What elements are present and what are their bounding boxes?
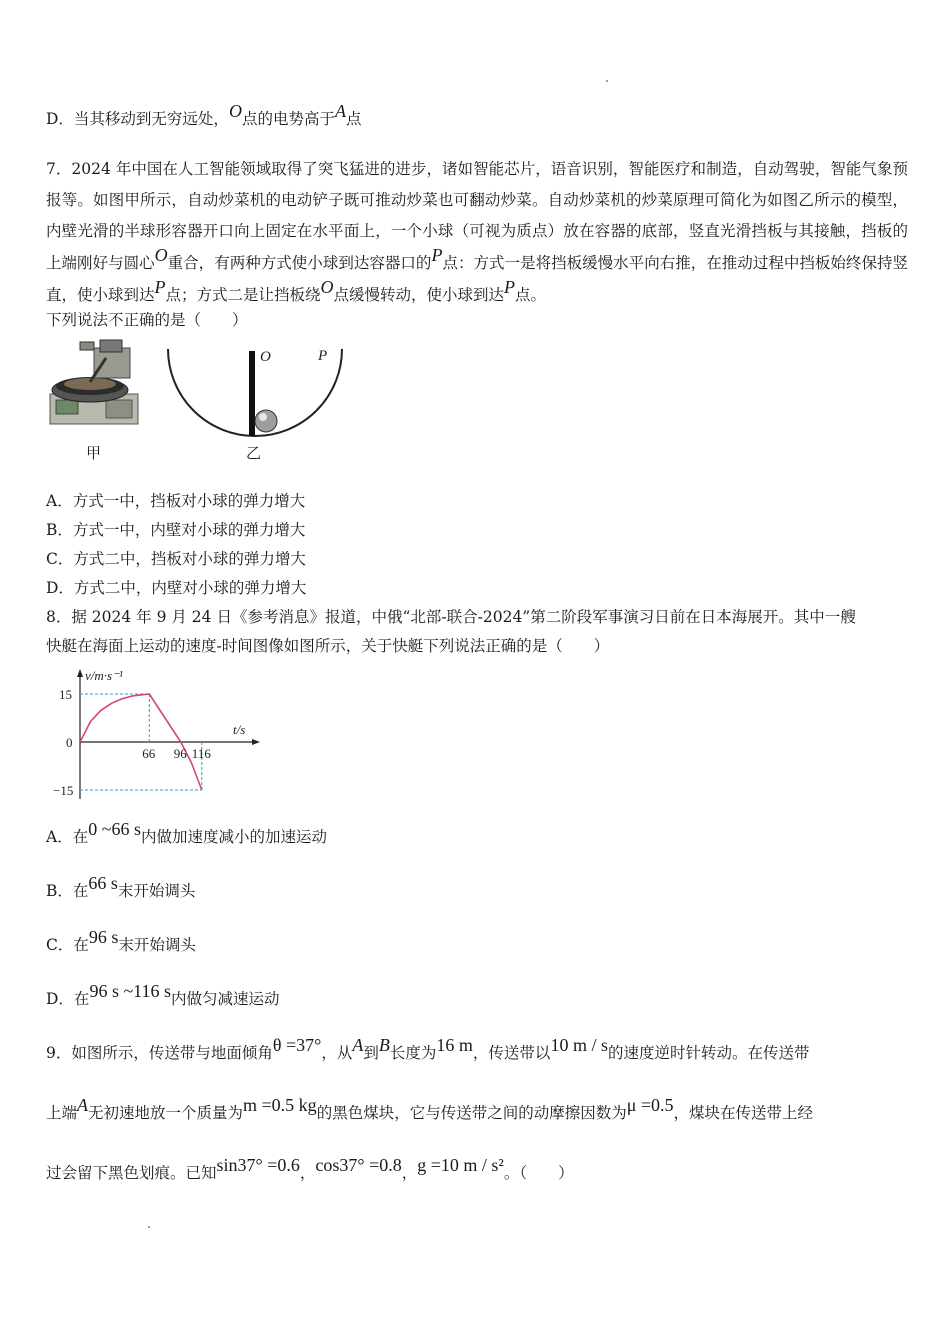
q8-stem-line2: 快艇在海面上运动的速度-时间图像如图所示，关于快艇下列说法正确的是（ ） [46,637,610,655]
q7-option-b: B．方式一中，内壁对小球的弹力增大 [46,521,306,539]
q7-stem: 7．2024 年中国在人工智能领域取得了突飞猛进的进步，诸如智能芯片，语音识别，智能医疗和制造，自动驾驶，智能气象预报等。如图甲所示，自动炒菜机的电动铲子既可推动炒菜也可翻动炒菜。自动炒菜机的炒菜原理可简化为如图乙所示的模型，内壁光滑的半球形容器开口向上固定在水平面上，一个小球（可视为质点）放在容器的底部，竖直光滑挡板与其接触，挡板的上端刚好与圆心O重合，有两种方式使小球到达容器口的P点：方式一是将挡板缓慢水平向右推，在推动过程中挡板始终保持竖直，使小球到达P点；方式二是让挡板绕O点缓慢转动，使小球到达P点。 [46,160,908,304]
q8-stem-line1: 8．据 2024 年 9 月 24 日《参考消息》报道，中俄“北部-联合-2024”第二阶段军事演习日前在日本海展开。其中一艘 [46,608,856,626]
x-tick-label: 96 [173,746,187,761]
y-tick-label: −15 [53,783,74,798]
velocity-time-chart [40,664,270,804]
chart-x-label: t/s [233,722,246,737]
chart-y-arrow [77,669,83,677]
q7-option-a: A．方式一中，挡板对小球的弹力增大 [46,492,306,510]
q9-line2: 上端A无初速地放一个质量为m =0.5 kg的黑色煤块，它与传送带之间的动摩擦因数为μ =0.5，煤块在传送带上经 [46,1095,814,1122]
q6-option-d: D．当其移动到无穷远处，O点的电势高于A点 [46,101,362,128]
q8-option-b: B．在66 s末开始调头 [46,873,196,900]
scan-speck [148,1226,150,1228]
x-tick-label: 116 [191,746,211,761]
fig-label-jia: 甲 [86,444,102,462]
chart-y-label: v/m·s⁻¹ [85,668,123,683]
q7-question: 下列说法不正确的是（ ） [46,311,248,329]
cooking-machine-figure [46,338,141,430]
q7-option-d: D．方式二中，内壁对小球的弹力增大 [46,579,307,597]
fig-label-o: O [260,349,271,365]
chart-origin-label: 0 [66,735,73,750]
fig-label-p: P [318,348,328,364]
scan-speck [606,80,608,82]
q9-line3: 过会留下黑色划痕。已知sin37° =0.6，cos37° =0.8，g =10 m / s²。（ ） [46,1155,574,1182]
y-tick-label: 15 [59,687,72,702]
q8-option-d: D．在96 s ~116 s内做匀减速运动 [46,981,280,1008]
q8-option-a: A．在0 ~66 s内做加速度减小的加速运动 [46,819,327,846]
hemisphere-figure [160,343,350,443]
chart-x-arrow [252,739,260,745]
q7-option-c: C．方式二中，挡板对小球的弹力增大 [46,550,306,568]
x-tick-label: 66 [142,746,156,761]
q9-line1: 9．如图所示，传送带与地面倾角θ =37°，从A到B长度为16 m，传送带以10 m / s的速度逆时针转动。在传送带 [46,1035,810,1062]
fig-label-yi: 乙 [246,444,262,462]
q8-option-c: C．在96 s末开始调头 [46,927,196,954]
